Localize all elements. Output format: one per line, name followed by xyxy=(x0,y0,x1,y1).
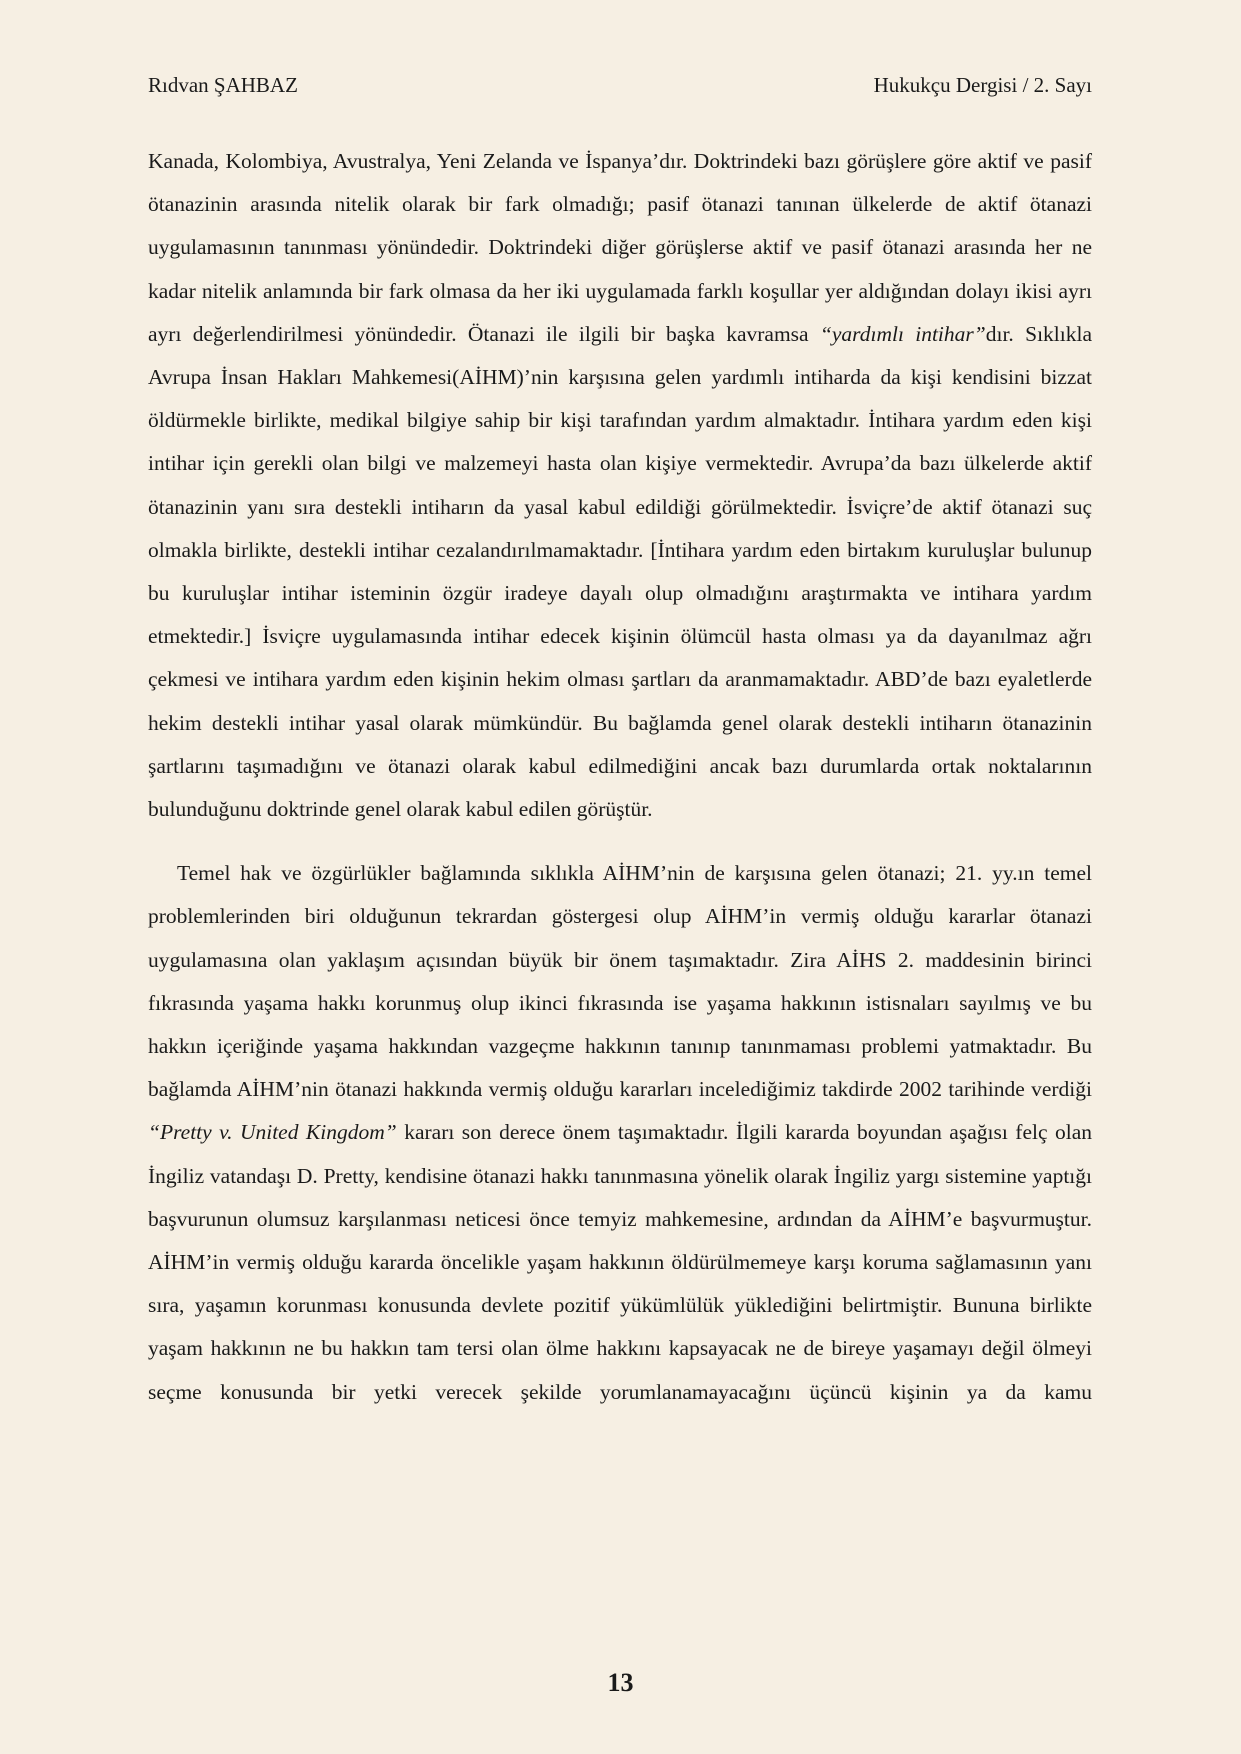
paragraph-2-text-b: kararı son derece önem taşımaktadır. İlgili kararda boyundan aşağısı felç olan İngiliz vatandaşı D. Pretty, kendisine ötanazi hakkı tanınmasına yönelik olarak İngiliz yargı sistemine yaptığı başvurunun olumsuz karşılanması neticesi önce temyiz mahkemesine, ardından da AİHM’e başvurmuştur. AİHM’in vermiş olduğu kararda öncelikle yaşam hakkının öldürülmemeye karşı koruma sağlamasının yanı sıra, yaşamın korunması konusunda devlete pozitif yükümlülük yüklediğini belirtmiştir. Bununa birlikte yaşam hakkının ne bu hakkın tam tersi olan ölme hakkını kapsayacak ne de bireye yaşamayı değil ölmeyi seçme konusunda bir yetki verecek şekilde yorumlanamayacağını üçüncü kişinin ya da kamu xyxy=(148,1120,1092,1404)
paragraph-1-text-a: Kanada, Kolombiya, Avustralya, Yeni Zelanda ve İspanya’dır. Doktrindeki bazı görüşlere göre aktif ve pasif ötanazinin arasında nitelik olarak bir fark olmadığı; pasif ötanazi tanınan ülkelerde de aktif ötanazi uygulamasının tanınması yönündedir. Doktrindeki diğer görüşlerse aktif ve pasif ötanazi arasında her ne kadar nitelik anlamında bir fark olmasa da her iki uygulamada farklı koşullar yer aldığından dolayı ikisi ayrı ayrı değerlendirilmesi yönündedir. Ötanazi ile ilgili bir başka kavramsa xyxy=(148,149,1092,346)
paragraph-2-text-a: Temel hak ve özgürlükler bağlamında sıklıkla AİHM’nin de karşısına gelen ötanazi; 21. yy.ın temel problemlerinden biri olduğunun tekrardan göstergesi olup AİHM’in vermiş olduğu kararlar ötanazi uygulamasına olan yaklaşım açısından büyük bir önem taşımaktadır. Zira AİHS 2. maddesinin birinci fıkrasında yaşama hakkı korunmuş olup ikinci fıkrasında ise yaşama hakkının istisnaları sayılmış ve bu hakkın içeriğinde yaşama hakkından vazgeçme hakkının tanınıp tanınmaması problemi yatmaktadır. Bu bağlamda AİHM’nin ötanazi hakkında vermiş olduğu kararları incelediğimiz takdirde 2002 tarihinde verdiği xyxy=(148,861,1092,1102)
italic-case-name: “Pretty v. United Kingdom” xyxy=(148,1120,397,1145)
paragraph-1-text-b: dır. Sıklıkla Avrupa İnsan Hakları Mahkemesi(AİHM)’nin karşısına gelen yardımlı intiharda da kişi kendisini bizzat öldürmekle birlikte, medikal bilgiye sahip bir kişi tarafından yardım almaktadır. İntihara yardım eden kişi intihar için gerekli olan bilgi ve malzemeyi hasta olan kişiye vermektedir. Avrupa’da bazı ülkelerde aktif ötanazinin yanı sıra destekli intiharın da yasal kabul edildiği görülmektedir. İsviçre’de aktif ötanazi suç olmakla birlikte, destekli intihar cezalandırılmamaktadır. [İntihara yardım eden birtakım kuruluşlar bulunup bu kuruluşlar intihar isteminin özgür iradeye dayalı olup olmadığını araştırmakta ve intihara yardım etmektedir.] İsviçre uygulamasında intihar edecek kişinin ölümcül hasta olması ya da dayanılmaz ağrı çekmesi ve intihara yardım eden kişinin hekim olması şartları da aranmamaktadır. ABD’de bazı eyaletlerde hekim destekli intihar yasal olarak mümkündür. Bu bağlamda genel olarak destekli intiharın ötanazinin şartlarını taşımadığını ve ötanazi olarak kabul edilmediğini ancak bazı durumlarda ortak noktalarının bulunduğunu doktrinde genel olarak kabul edilen görüştür. xyxy=(148,321,1093,822)
paragraph-1 xyxy=(148,140,1092,831)
page-number: 13 xyxy=(607,1668,634,1697)
running-header xyxy=(148,70,1092,100)
body-text xyxy=(148,140,1092,1414)
italic-term: “yardımlı intihar” xyxy=(819,321,986,346)
header-journal: Hukukçu Dergisi / 2. Sayı xyxy=(873,73,1092,97)
header-author: Rıdvan ŞAHBAZ xyxy=(148,73,298,97)
paragraph-2 xyxy=(148,852,1092,1414)
